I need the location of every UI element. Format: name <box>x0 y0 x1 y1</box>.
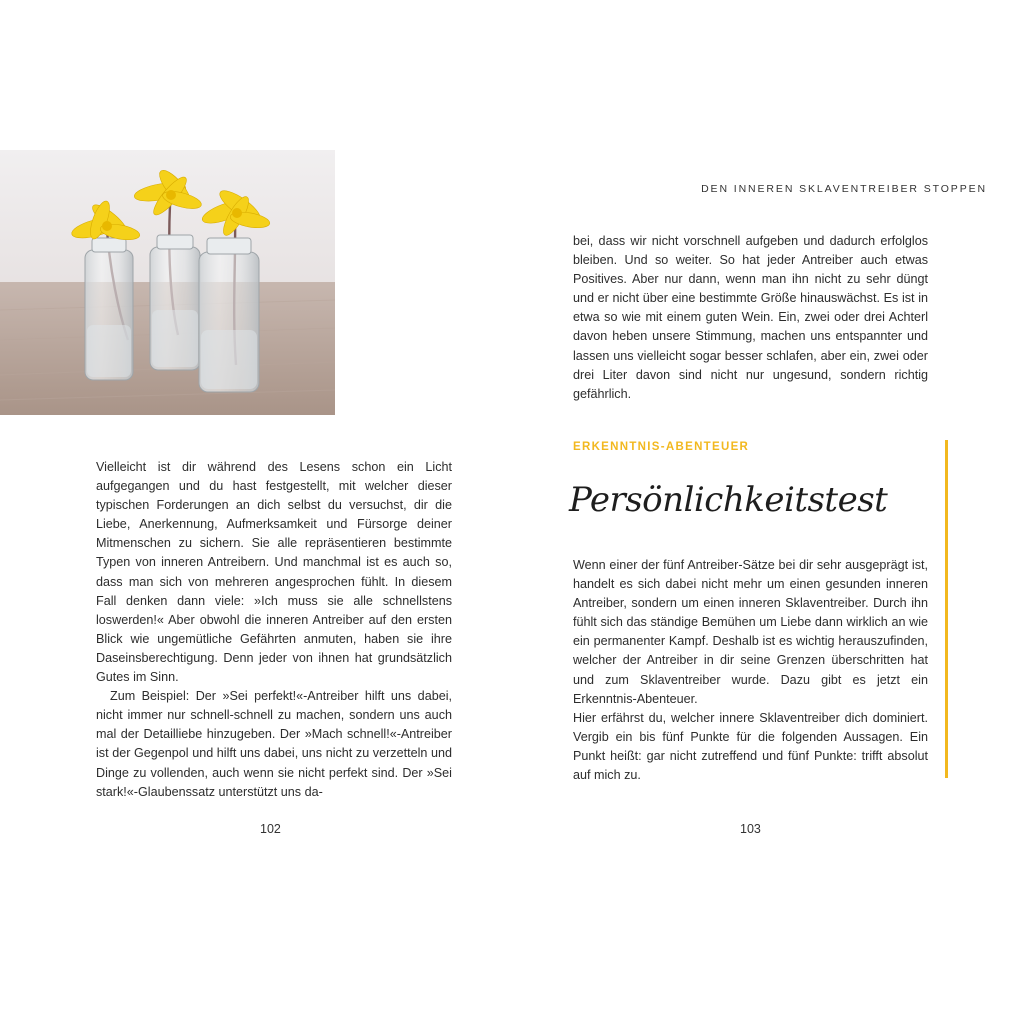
right-page-top-body <box>573 232 928 404</box>
left-page-body <box>96 458 452 802</box>
running-head: DEN INNEREN SKLAVENTREIBER STOPPEN <box>701 183 987 195</box>
page-number-right: 103 <box>740 822 761 836</box>
accent-bar <box>945 440 948 778</box>
section-label: ERKENNTNIS-ABENTEUER <box>573 441 750 453</box>
script-title: Persönlichkeitstest <box>569 480 888 520</box>
right-page-box-body <box>573 556 928 785</box>
paragraph: Zum Beispiel: Der »Sei perfekt!«-Antreiber hilft uns dabei, nicht immer nur schnell-schnell zu machen, sondern uns auch mal der Detailliebe hinzugeben. Der »Mach schnell!«-Antreiber ist der Gegenpol und hilft uns dabei, uns nicht zu verzetteln und Dinge zu vollenden, auch wenn sie nicht perfekt sind. Der »Sei stark!«-Glaubenssatz unterstützt uns da- <box>96 689 452 799</box>
paragraph: Hier erfährst du, welcher innere Sklaventreiber dich dominiert. Vergib ein bis fünf Punkte für die folgenden Aussagen. Ein Punkt heißt: gar nicht zutreffend und fünf Punkte: trifft absolut auf mich zu. <box>573 710 928 783</box>
paragraph: Wenn einer der fünf Antreiber-Sätze bei dir sehr ausgeprägt ist, handelt es sich dabei nicht mehr um einen gesunden inneren Antreiber, sondern um einen inneren Sklaventreiber. Durch ihn fühlt sich das ständige Bemühen um Liebe dann wirklich an wie ein permanenter Kampf. Deshalb ist es wichtig herauszufinden, welcher der Antreiber in dir seine Grenzen überschritten hat und zum Sklaventreiber wurde. Dazu gibt es jetzt ein Erkenntnis-Abenteuer. <box>573 558 928 706</box>
page-number-left: 102 <box>260 822 281 836</box>
flower-vases-photo <box>0 150 335 415</box>
paragraph: Vielleicht ist dir während des Lesens schon ein Licht aufgegangen und du hast festgestellt, mit welcher dieser typischen Forderungen an dich selbst du versuchst, dir die Liebe, Anerkennung, Aufmerksamkeit und Fürsorge deiner Mitmenschen zu sichern. Sie alle repräsentieren bestimmte Typen von inneren Antreibern. Und manchmal ist es auch so, dass man sich von mehreren angesprochen fühlt. In diesem Fall denken dann viele: »Ich muss sie alle schnellstens loswerden!« Aber obwohl die inneren Antreiber auf den ersten Blick wie ungemütliche Gefährten anmuten, haben sie ihre Daseinsberechtigung. Denn jeder von ihnen hat grundsätzlich Gutes im Sinn. <box>96 460 452 685</box>
paragraph: bei, dass wir nicht vorschnell aufgeben und dadurch erfolglos bleiben. Und so weiter. So hat jeder Antreiber auch etwas Positives. Aber nur dann, wenn man ihn nicht zu sehr düngt und er nicht über eine bestimmte Größe hinauswächst. Es ist in etwa so wie mit einem guten Wein. Ein, zwei oder drei Achterl davon heben unsere Stimmung, machen uns entspannter und lassen uns vielleicht sogar besser schlafen, aber ein, zwei oder drei Liter davon sind nicht nur ungesund, sondern richtig gefährlich. <box>573 234 928 401</box>
